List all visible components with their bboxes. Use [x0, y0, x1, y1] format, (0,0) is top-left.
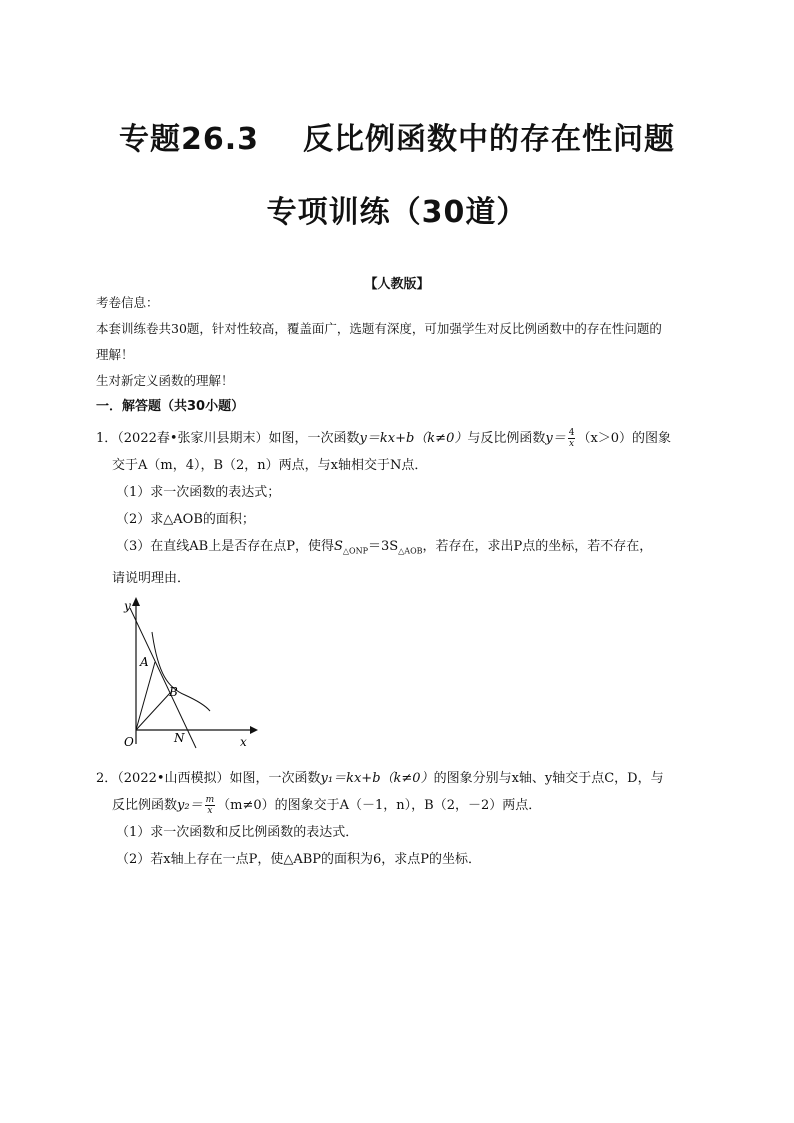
point-a-label: A	[140, 655, 149, 669]
inverse-function-lhs: y₂＝	[177, 798, 203, 813]
fraction: $\frac{4}{x}$	[568, 428, 575, 449]
title-topic-name: 反比例函数中的存在性问题	[303, 122, 676, 157]
subquestion: （3）在直线AB上是否存在点P，使得$S_{\triangle ONP}=3S_{\triangle AOB}$，若存在，求出P点的坐标，若不存在，	[116, 539, 653, 556]
question-2-stem-cont: 反比例函数y₂＝ $\frac{m}{x}$ （m≠0）的图象交于A（－1，n），B（2，－2）两点．	[112, 795, 542, 816]
y-axis-arrow-icon	[132, 597, 140, 606]
title-topic-number: 专题26.3	[118, 122, 260, 157]
point-b-label: B	[169, 685, 178, 699]
point-n-label: N	[174, 731, 185, 745]
exam-info-line: 本套训练卷共30题，针对性较高，覆盖面广，选题有深度，可加强学生对反比例函数中的存在性问题的	[96, 321, 662, 336]
subquestion: （1）求一次函数和反比例函数的表达式．	[116, 825, 359, 840]
question-2-stem: 2．（2022•山西模拟）如图，一次函数y₁＝kx+b（k≠0）的图象分别与x轴、y轴交于点C，D，与	[96, 771, 664, 786]
linear-function: y＝kx+b（k≠0）	[359, 431, 468, 446]
inverse-function-lhs: y＝	[545, 431, 566, 446]
exam-info	[96, 290, 706, 394]
subquestion: （2）求△AOB的面积；	[116, 512, 255, 527]
line-ab	[130, 608, 196, 748]
y-axis-label: y	[124, 599, 131, 613]
function-graph-figure	[110, 594, 260, 754]
section-title: 一．解答题（共30小题）	[96, 399, 245, 414]
edition-label: 【人教版】	[364, 277, 430, 292]
x-axis-label: x	[240, 735, 247, 749]
x-axis-arrow-icon	[250, 726, 258, 734]
linear-function: y₁＝kx+b（k≠0）	[320, 771, 434, 786]
fraction: $\frac{m}{x}$	[205, 795, 215, 816]
subquestion: （2）若x轴上存在一点P，使△ABP的面积为6，求点P的坐标．	[116, 852, 482, 867]
question-2	[96, 765, 706, 873]
exam-info-line: 生对新定义函数的理解！	[96, 373, 234, 388]
exam-info-label: 考卷信息：	[96, 295, 159, 310]
document-title-line1	[0, 114, 794, 158]
hyperbola-curve	[152, 632, 210, 711]
origin-label: O	[124, 735, 134, 749]
question-1-stem-cont: 交于A（m，4），B（2，n）两点，与x轴相交于N点．	[112, 458, 428, 473]
question-1-stem: 1．（2022春•张家川县期末）如图，一次函数y＝kx+b（k≠0）与反比例函数y＝ $\frac{4}{x}$ （x＞0）的图象	[96, 428, 672, 449]
question-1	[96, 425, 706, 592]
document-title-line2: 专项训练（30道）	[266, 195, 528, 230]
subquestion: （1）求一次函数的表达式；	[116, 485, 281, 500]
subquestion-cont: 请说明理由．	[112, 570, 191, 586]
exam-info-line: 理解！	[96, 347, 134, 362]
